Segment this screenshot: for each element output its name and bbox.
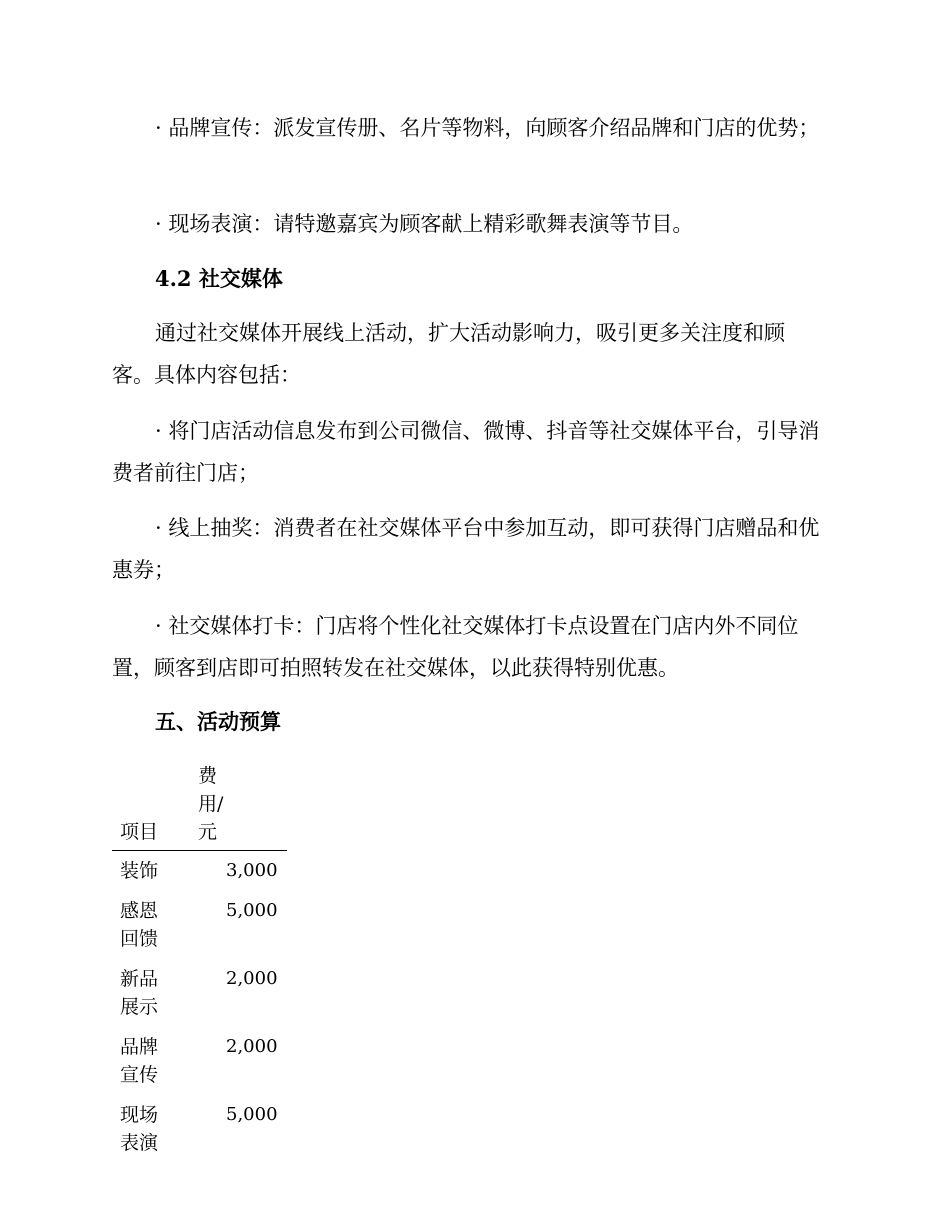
budget-header-cost: [198, 762, 287, 851]
paragraph-online-lottery: · 线上抽奖：消费者在社交媒体平台中参加互动，即可获得门店赠品和优惠券；: [112, 516, 820, 582]
budget-cost-cell: 2,000: [226, 968, 278, 989]
paragraph-live-show: · 现场表演：请特邀嘉宾为顾客献上精彩歌舞表演等节目。: [155, 212, 694, 236]
table-row: [112, 1027, 287, 1095]
table-row: [112, 891, 287, 959]
budget-cost-cell: 5,000: [226, 900, 278, 921]
budget-item-cell: [112, 891, 198, 959]
paragraph-social-checkin: · 社交媒体打卡：门店将个性化社交媒体打卡点设置在门店内外不同位置，顾客到店即可拍照转发在社交媒体，以此获得特别优惠。: [112, 614, 799, 680]
budget-header-cost-label: 费用/元: [198, 765, 224, 843]
budget-item-label: 新品展示: [120, 968, 159, 1018]
budget-item-label: 装饰: [120, 860, 159, 882]
paragraph-brand-promotion: · 品牌宣传：派发宣传册、名片等物料，向顾客介绍品牌和门店的优势；: [155, 116, 820, 140]
budget-cost-cell: 5,000: [226, 1104, 278, 1125]
table-row: [112, 959, 287, 1027]
budget-item-label: 现场表演: [120, 1104, 159, 1154]
budget-cost-cell: 3,000: [226, 860, 278, 881]
budget-item-cell: [112, 851, 198, 892]
section-heading-budget: 五、活动预算: [155, 709, 281, 734]
paragraph-social-intro: 通过社交媒体开展线上活动，扩大活动影响力，吸引更多关注度和顾客。具体内容包括：: [112, 321, 785, 387]
budget-header-item: 项目: [120, 821, 159, 843]
budget-item-label: 感恩回馈: [120, 900, 159, 950]
paragraph-publish-platforms: · 将门店活动信息发布到公司微信、微博、抖音等社交媒体平台，引导消费者前往门店；: [112, 419, 820, 485]
table-row: [112, 1095, 287, 1163]
budget-item-cell: [112, 959, 198, 1027]
table-row: [112, 851, 287, 892]
budget-table: [112, 762, 287, 1163]
budget-cost-cell: 2,000: [226, 1036, 278, 1057]
budget-item-cell: [112, 1095, 198, 1163]
budget-item-label: 品牌宣传: [120, 1036, 159, 1086]
budget-table-header-row: [112, 762, 287, 851]
section-heading-social-media: 4.2 社交媒体: [155, 266, 283, 291]
budget-item-cell: [112, 1027, 198, 1095]
